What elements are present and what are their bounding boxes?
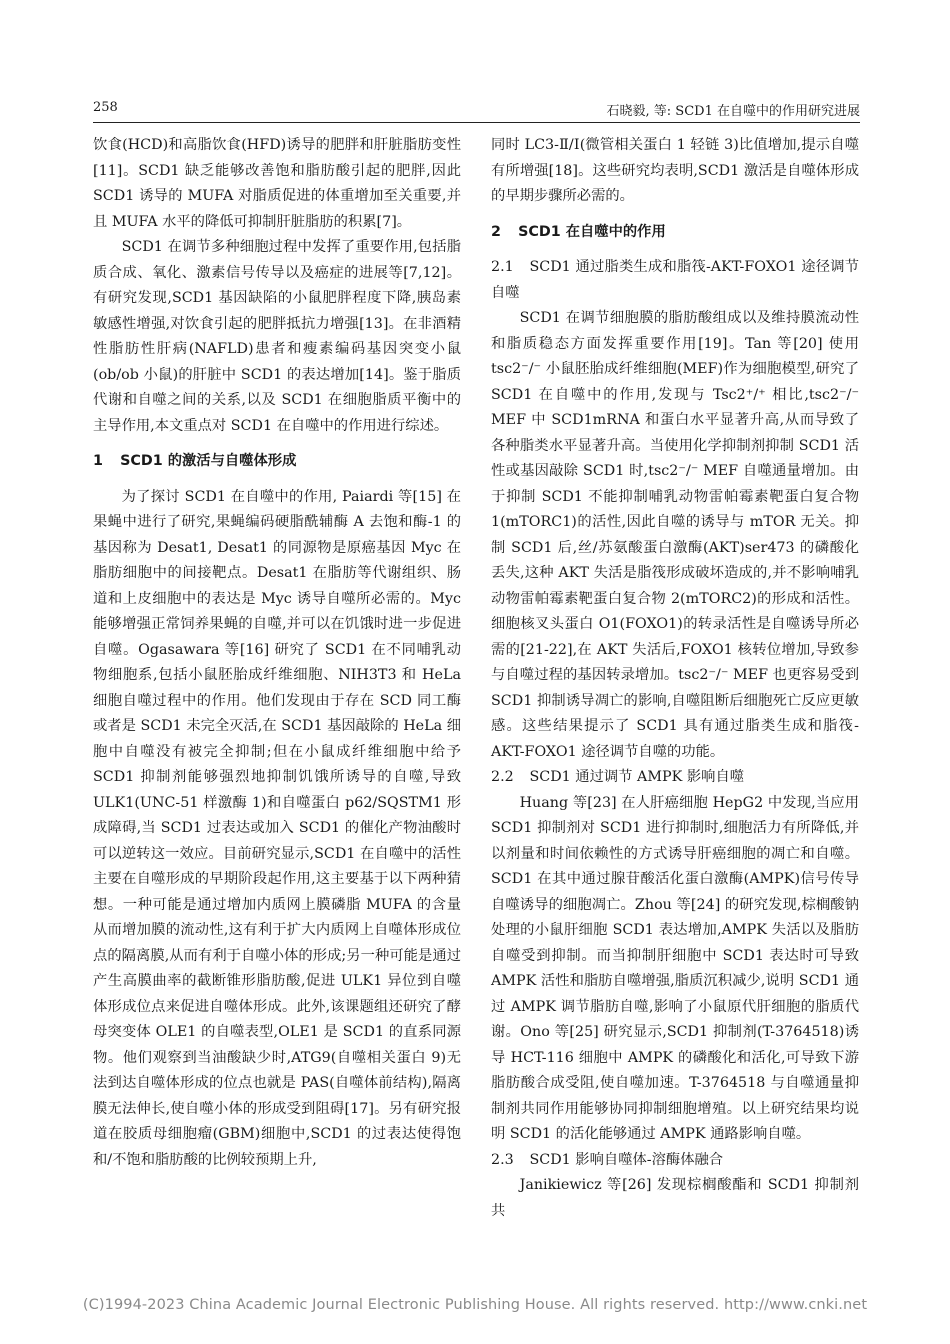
paragraph: SCD1 在调节多种细胞过程中发挥了重要作用,包括脂质合成、氧化、激素信号传导以及癌症的进展等[7,12]。有研究发现,SCD1 基因缺陷的小鼠肥胖程度下降,胰岛素敏感性增强,对饮食引起的肥胖抵抗力增强[13]。在非酒精性脂肪性肝病(NAFLD)患者和瘦素编码基因突变小鼠(ob/ob 小鼠)的肝脏中 SCD1 的表达增加[14]。鉴于脂质代谢和自噬之间的关系,以及 SCD1 在细胞脂质平衡中的主导作用,本文重点对 SCD1 在自噬中的作用进行综述。	[93, 239, 461, 434]
paragraph: SCD1 在调节细胞膜的脂肪酸组成以及维持膜流动性和脂质稳态方面发挥重要作用[19]。Tan 等[20] 使用 tsc2⁻/⁻ 小鼠胚胎成纤维细胞(MEF)作为细胞模型,研究了 SCD1 在自噬中的作用,发现与 Tsc2⁺/⁺ 相比,tsc2⁻/⁻ MEF 中 SCD1mRNA 和蛋白水平显著升高,从而导致了各种脂类水平显著升高。当使用化学抑制剂抑制 SCD1 活性或基因敲除 SCD1 时,tsc2⁻/⁻ MEF 自噬通量增加。由于抑制 SCD1 不能抑制哺乳动物雷帕霉素靶蛋白复合物 1(mTORC1)的活性,因此自噬的诱导与 mTOR 无关。抑制 SCD1 后,丝/苏氨酸蛋白激酶(AKT)ser473 的磷酸化丢失,这种 AKT 失活是脂筏形成破坏造成的,并不影响哺乳动物雷帕霉素靶蛋白复合物 2(mTORC2)的形成和活性。细胞核叉头蛋白 O1(FOXO1)的转录活性是自噬诱导所必需的[21-22],在 AKT 失活后,FOXO1 核转位增加,导致参与自噬过程的基因转录增加。tsc2⁻/⁻ MEF 也更容易受到 SCD1 抑制诱导凋亡的影响,自噬阻断后细胞死亡反应更敏感。这些结果提示了 SCD1 具有通过脂类生成和脂筏-AKT-FOXO1 途径调节自噬的功能。	[491, 310, 859, 760]
section-title: SCD1 在自噬中的作用	[518, 223, 666, 240]
left-column	[93, 133, 461, 1173]
section-heading-1	[93, 449, 461, 475]
subsection-number: 2.2	[491, 769, 514, 785]
subsection-title: SCD1 影响自噬体-溶酶体融合	[529, 1151, 724, 1168]
running-header	[93, 94, 860, 123]
page-number: 258	[93, 100, 118, 115]
running-title: 石晓毅, 等: SCD1 在自噬中的作用研究进展	[606, 104, 860, 119]
section-title: SCD1 的激活与自噬体形成	[120, 453, 297, 469]
right-column	[491, 133, 859, 1224]
subsection-number: 2.1	[491, 259, 514, 275]
subsection-heading-2-3	[491, 1148, 859, 1174]
section-number: 2	[491, 223, 501, 240]
paragraph: 为了探讨 SCD1 在自噬中的作用, Paiardi 等[15] 在果蝇中进行了研究,果蝇编码硬脂酰辅酶 A 去饱和酶-1 的基因称为 Desat1, Desat1 的同源物是原癌基因 Myc 在脂肪细胞中的间接靶点。Desat1 在脂肪等代谢组织、肠道和上皮细胞中的表达是 Myc 诱导自噬所必需的。Myc 能够增强正常饲养果蝇的自噬,并可以在饥饿时进一步促进自噬。Ogasawara 等[16] 研究了 SCD1 在不同哺乳动物细胞系,包括小鼠胚胎成纤维细胞、NIH3T3 和 HeLa 细胞自噬过程中的作用。他们发现由于存在 SCD 同工酶或者是 SCD1 未完全灭活,在 SCD1 基因敲除的 HeLa 细胞中自噬没有被完全抑制;但在小鼠成纤维细胞中给予 SCD1 抑制剂能够强烈地抑制饥饿所诱导的自噬,导致 ULK1(UNC-51 样激酶 1)和自噬蛋白 p62/SQSTM1 形成障碍,当 SCD1 过表达或加入 SCD1 的催化产物油酸时可以逆转这一效应。目前研究显示,SCD1 在自噬中的活性主要在自噬形成的早期阶段起作用,这主要基于以下两种猜想。一种可能是通过增加内质网上膜磷脂 MUFA 的含量从而增加膜的流动性,这有利于扩大内质网上自噬体形成位点的隔离膜,从而有利于自噬小体的形成;另一种可能是通过产生高膜曲率的截断锥形脂肪酸,促进 ULK1 异位到自噬体形成位点来促进自噬体形成。此外,该课题组还研究了酵母突变体 OLE1 的自噬表型,OLE1 是 SCD1 的直系同源物。他们观察到当油酸缺少时,ATG9(自噬相关蛋白 9)无法到达自噬体形成的位点也就是 PAS(自噬体前结构),隔离膜无法伸长,使自噬小体的形成受到阻碍[17]。另有研究报道在胶质母细胞瘤(GBM)细胞中,SCD1 的过表达使得饱和/不饱和脂肪酸的比例较预期上升,	[93, 488, 461, 1168]
section-number: 1	[93, 453, 103, 469]
paragraph: 饮食(HCD)和高脂饮食(HFD)诱导的肥胖和肝脏脂肪变性[11]。SCD1 缺乏能够改善饱和脂肪酸引起的肥胖,因此 SCD1 诱导的 MUFA 对脂质促进的体重增加至关重要,并且 MUFA 水平的降低可抑制肝脏脂肪的积累[7]。	[93, 137, 461, 230]
subsection-title: SCD1 通过调节 AMPK 影响自噬	[529, 769, 745, 785]
subsection-heading-2-2	[491, 765, 859, 791]
subsection-number: 2.3	[491, 1151, 514, 1168]
paragraph: Janikiewicz 等[26] 发现棕榈酸酯和 SCD1 抑制剂共	[491, 1177, 859, 1219]
section-heading-2	[491, 220, 859, 246]
paragraph: Huang 等[23] 在人肝癌细胞 HepG2 中发现,当应用 SCD1 抑制剂对 SCD1 进行抑制时,细胞活力有所降低,并以剂量和时间依赖性的方式诱导肝癌细胞的凋亡和自噬。SCD1 在其中通过腺苷酸活化蛋白激酶(AMPK)信号传导自噬诱导的细胞凋亡。Zhou 等[24] 的研究发现,棕榈酸钠处理的小鼠肝细胞 SCD1 表达增加,AMPK 失活以及脂肪自噬受到抑制。而当抑制肝细胞中 SCD1 表达时可导致 AMPK 活性和脂肪自噬增强,脂质沉积减少,说明 SCD1 通过 AMPK 调节脂肪自噬,影响了小鼠原代肝细胞的脂质代谢。Ono 等[25] 研究显示,SCD1 抑制剂(T-3764518)诱导 HCT-116 细胞中 AMPK 的磷酸化和活化,可导致下游脂肪酸合成受阻,使自噬加速。T-3764518 与自噬通量抑制剂共同作用能够协同抑制细胞增殖。以上研究结果均说明 SCD1 的活化能够通过 AMPK 通路影响自噬。	[491, 794, 859, 1142]
subsection-heading-2-1	[491, 255, 859, 306]
copyright-footer: (C)1994-2023 China Academic Journal Electronic Publishing House. All rights reserved. http://www.cnki.net	[82, 1297, 868, 1313]
paragraph: 同时 LC3-Ⅱ/Ⅰ(微管相关蛋白 1 轻链 3)比值增加,提示自噬有所增强[18]。这些研究均表明,SCD1 激活是自噬体形成的早期步骤所必需的。	[491, 137, 859, 204]
subsection-title: SCD1 通过脂类生成和脂筏-AKT-FOXO1 途径调节自噬	[491, 259, 859, 301]
